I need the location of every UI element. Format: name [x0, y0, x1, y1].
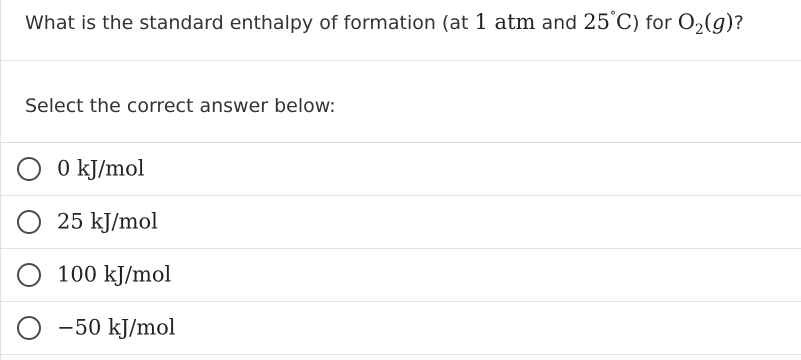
species-close-paren: ): [725, 10, 734, 34]
pressure-unit: atm: [494, 10, 536, 34]
answer-option-label: −50 kJ/mol: [57, 315, 176, 340]
answer-option-1[interactable]: [1, 143, 801, 196]
question-text-before: What is the standard enthalpy of formation (at: [25, 12, 475, 34]
degree-sign: °: [609, 9, 616, 23]
answer-prompt: Select the correct answer below:: [25, 95, 336, 117]
answer-options: [1, 142, 801, 355]
species-symbol: O: [677, 10, 695, 34]
radio-button-3[interactable]: [17, 263, 41, 287]
question-text-mid1: and: [535, 12, 584, 34]
answer-option-label: 0 kJ/mol: [57, 156, 145, 181]
temperature-unit: C: [615, 10, 633, 34]
species-subscript: 2: [694, 22, 704, 38]
temperature-math: [583, 10, 632, 34]
answer-option-2[interactable]: [1, 196, 801, 249]
answer-option-4[interactable]: [1, 302, 801, 355]
answer-option-3[interactable]: [1, 249, 801, 302]
question-text: [25, 8, 744, 37]
pressure-math: [474, 10, 535, 34]
radio-button-2[interactable]: [17, 210, 41, 234]
species-state: g: [712, 10, 726, 34]
species-open-paren: (: [703, 10, 713, 34]
pressure-value: 1: [474, 10, 488, 34]
question-text-end: ?: [733, 12, 744, 34]
species-math: [677, 10, 734, 38]
question-text-mid2: ) for: [632, 12, 678, 34]
question-divider: [1, 60, 801, 61]
radio-button-4[interactable]: [17, 316, 41, 340]
temperature-value: 25: [583, 10, 610, 34]
answer-option-label: 100 kJ/mol: [57, 262, 172, 287]
answer-option-label: 25 kJ/mol: [57, 209, 158, 234]
radio-button-1[interactable]: [17, 157, 41, 181]
